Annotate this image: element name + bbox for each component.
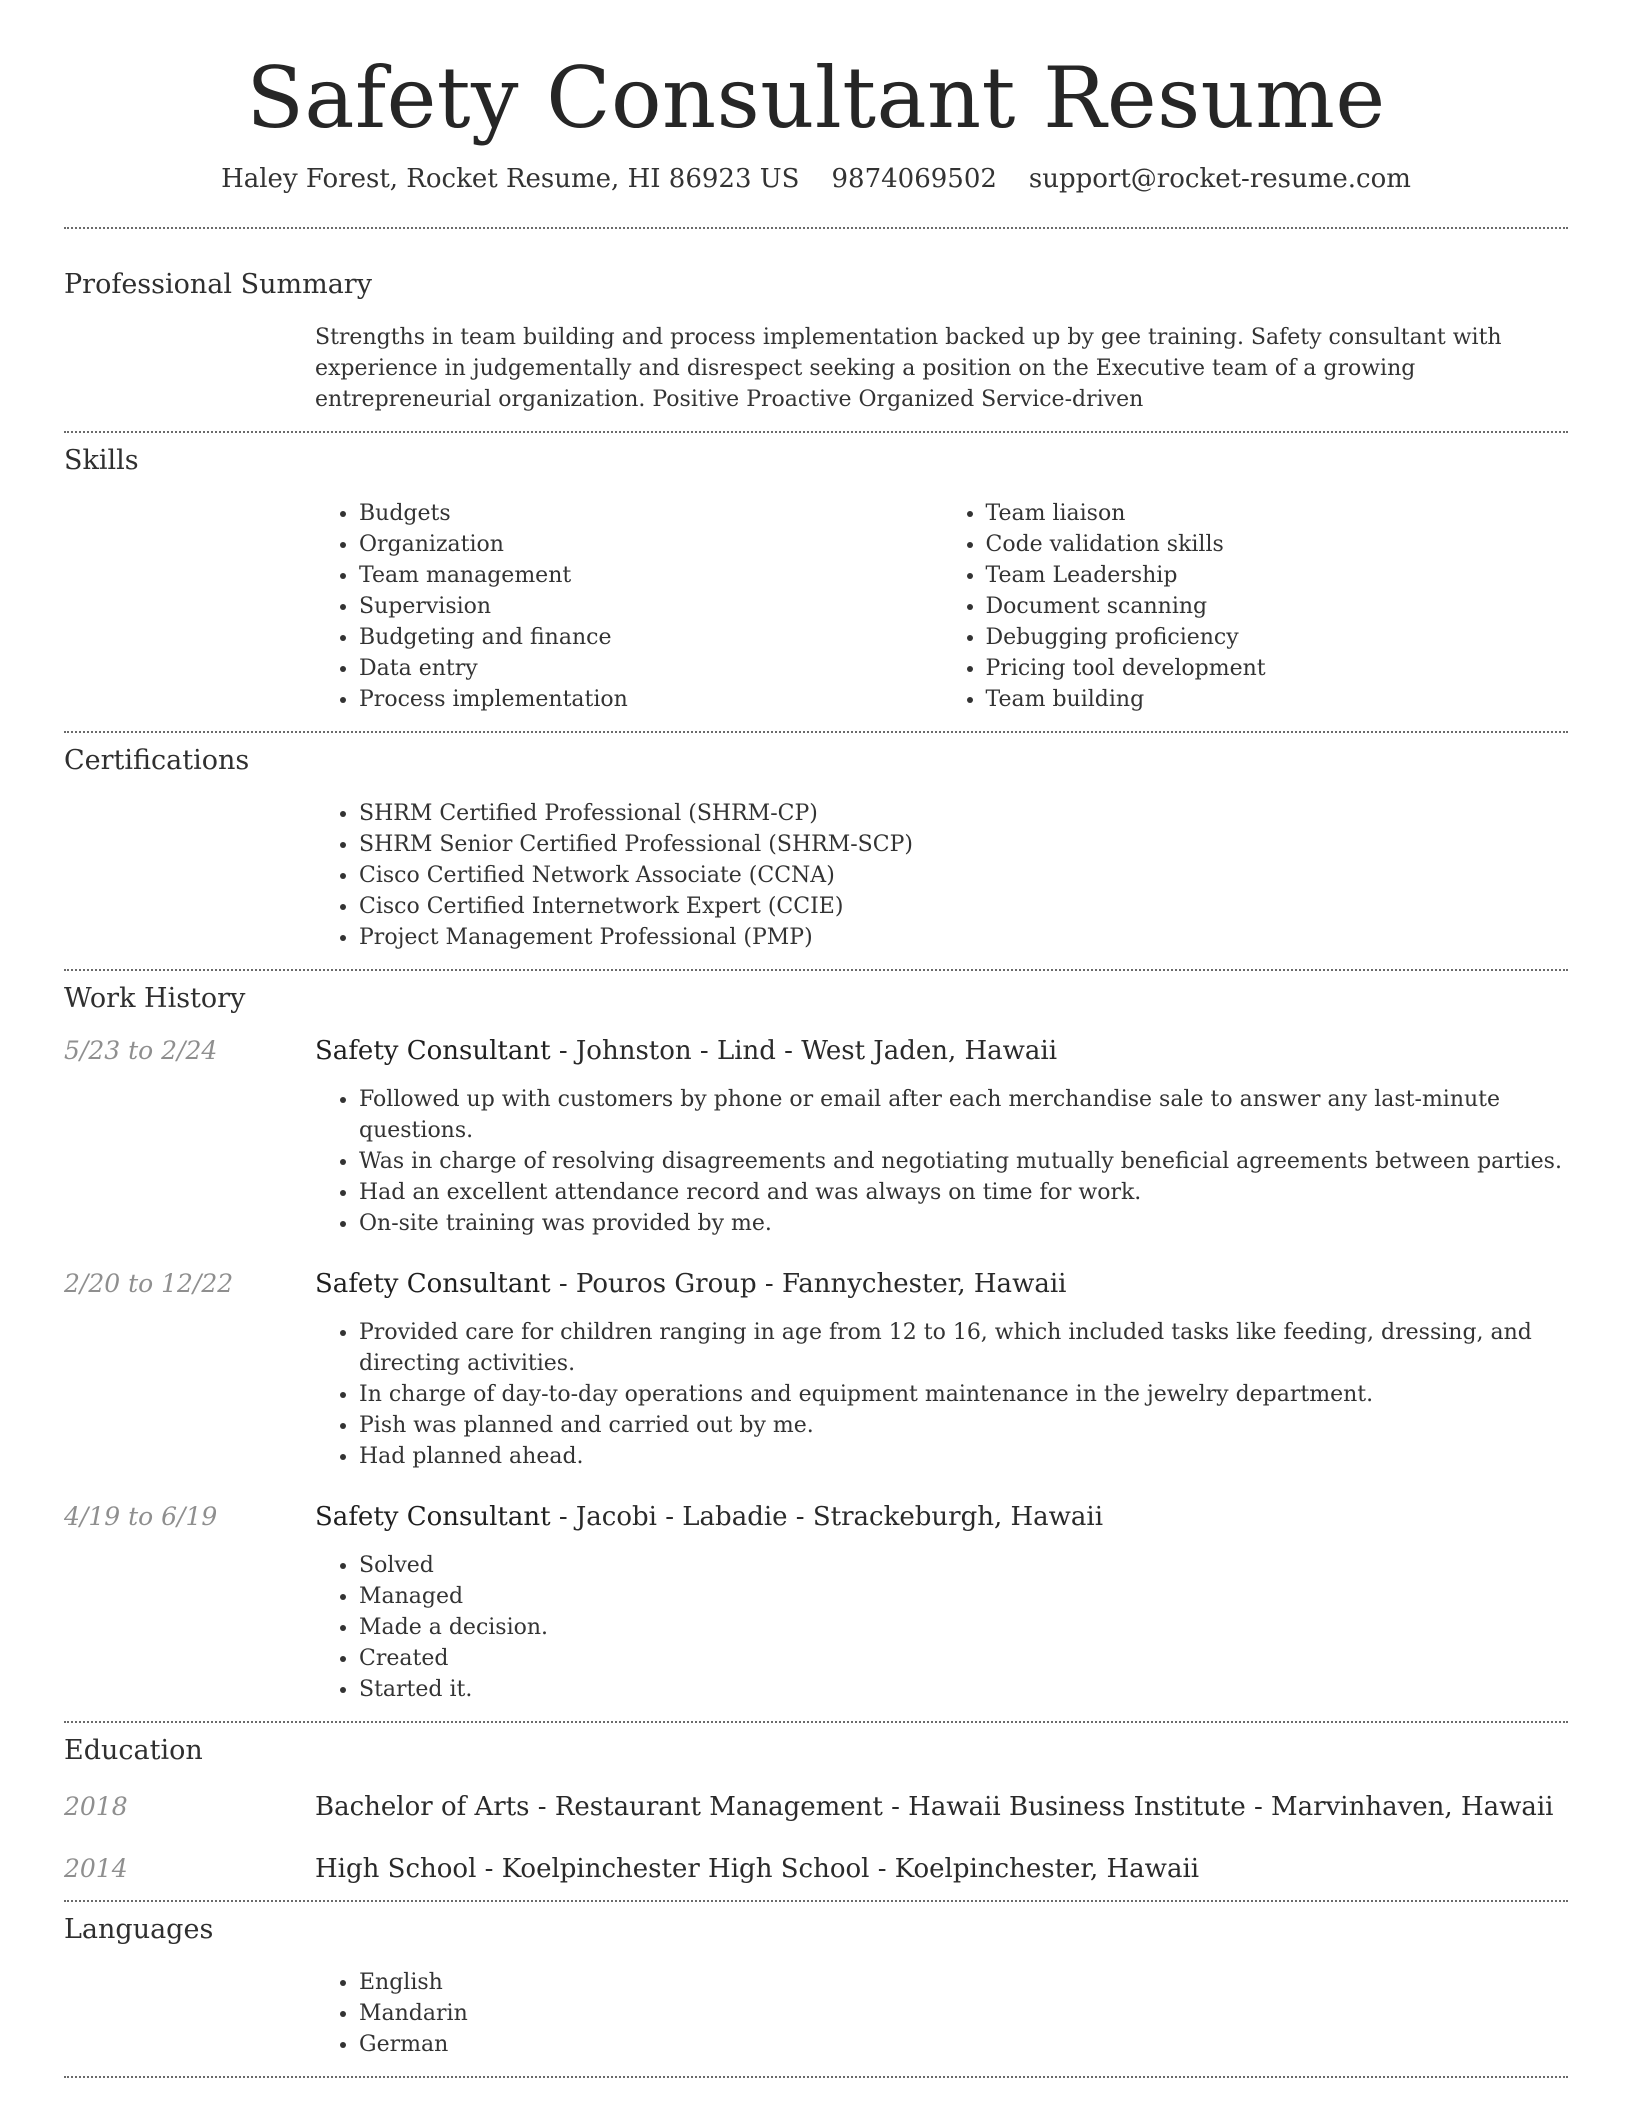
job-role: Safety Consultant bbox=[315, 1269, 551, 1300]
job-org: - Pouros Group - Fannychester, Hawaii bbox=[550, 1269, 1067, 1300]
list-item: • Code validation skills bbox=[986, 529, 1569, 560]
job-dates: 5/23 to 2/24 bbox=[64, 1036, 218, 1066]
divider bbox=[64, 1900, 1568, 1902]
list-item: • Had planned ahead. bbox=[359, 1441, 1568, 1472]
divider bbox=[64, 227, 1568, 229]
divider bbox=[64, 1721, 1568, 1723]
job-title bbox=[315, 1269, 1066, 1299]
list-item: • Team building bbox=[986, 684, 1569, 715]
list-item: • Debugging proficiency bbox=[986, 622, 1569, 653]
divider bbox=[64, 2076, 1568, 2078]
skills-heading: Skills bbox=[64, 445, 139, 477]
work-history-section bbox=[64, 983, 1568, 1705]
list-item: • Made a decision. bbox=[359, 1612, 1568, 1643]
list-item: • In charge of day-to-day operations and equipment maintenance in the jewelry department. bbox=[359, 1379, 1568, 1410]
education-entry bbox=[64, 1854, 1568, 1884]
certifications-heading: Certifications bbox=[64, 745, 250, 777]
job-entry bbox=[64, 1036, 1568, 1239]
list-item: • Provided care for children ranging in age from 12 to 16, which included tasks like feeding, dressing, and directing activities. bbox=[359, 1317, 1568, 1379]
education-degree: Bachelor of Arts - Restaurant Management bbox=[315, 1792, 883, 1823]
list-item: • Mandarin bbox=[359, 1998, 1568, 2029]
job-org: - Jacobi - Labadie - Strackeburgh, Hawaii bbox=[550, 1502, 1104, 1533]
job-header bbox=[64, 1502, 1568, 1532]
list-item: • Team management bbox=[359, 560, 942, 591]
education-entry bbox=[64, 1792, 1568, 1822]
list-item: • Had an excellent attendance record and was always on time for work. bbox=[359, 1177, 1568, 1208]
list-item: • German bbox=[359, 2029, 1568, 2060]
job-org: - Johnston - Lind - West Jaden, Hawaii bbox=[550, 1036, 1058, 1067]
job-header bbox=[64, 1269, 1568, 1299]
job-bullets bbox=[315, 1084, 1568, 1239]
education-heading: Education bbox=[64, 1735, 203, 1767]
divider bbox=[64, 969, 1568, 971]
education-title bbox=[315, 1792, 1554, 1822]
education-degree: High School bbox=[315, 1854, 477, 1885]
list-item: • Pish was planned and carried out by me. bbox=[359, 1410, 1568, 1441]
certifications-list bbox=[315, 798, 1568, 953]
list-item: • Data entry bbox=[359, 653, 942, 684]
list-item: • Followed up with customers by phone or email after each merchandise sale to answer any last-minute questions. bbox=[359, 1084, 1568, 1146]
contact-line bbox=[0, 164, 1632, 194]
list-item: • Was in charge of resolving disagreements and negotiating mutually beneficial agreements between parties. bbox=[359, 1146, 1568, 1177]
job-duties bbox=[315, 1084, 1568, 1239]
languages-heading: Languages bbox=[64, 1914, 214, 1946]
education-year: 2018 bbox=[64, 1792, 128, 1822]
list-item: • Created bbox=[359, 1643, 1568, 1674]
job-dates: 2/20 to 12/22 bbox=[64, 1269, 234, 1299]
list-item: • Solved bbox=[359, 1550, 1568, 1581]
job-dates: 4/19 to 6/19 bbox=[64, 1502, 218, 1532]
list-item: • SHRM Senior Certified Professional (SHRM-SCP) bbox=[359, 829, 1568, 860]
divider bbox=[64, 731, 1568, 733]
languages-section bbox=[64, 1914, 1568, 2060]
list-item: • Team Leadership bbox=[986, 560, 1569, 591]
list-item: • Managed bbox=[359, 1581, 1568, 1612]
education-school: - Koelpinchester High School - Koelpinchester, Hawaii bbox=[476, 1854, 1200, 1885]
list-item: • Document scanning bbox=[986, 591, 1569, 622]
education-section bbox=[64, 1735, 1568, 1884]
summary-text: Strengths in team building and process implementation backed up by gee training. Safety consultant with experience in judgementally and disrespect seeking a position on the Executive team of a growing entrepreneurial organization. Positive Proactive Organized Service-driven bbox=[315, 325, 1502, 413]
certifications-body bbox=[315, 798, 1568, 953]
resume-header bbox=[0, 0, 1632, 194]
job-role: Safety Consultant bbox=[315, 1502, 551, 1533]
list-item: • SHRM Certified Professional (SHRM-CP) bbox=[359, 798, 1568, 829]
list-item: • Budgets bbox=[359, 498, 942, 529]
list-item: • Cisco Certified Internetwork Expert (CCIE) bbox=[359, 891, 1568, 922]
contact-address: Haley Forest, Rocket Resume, HI 86923 US bbox=[221, 164, 800, 195]
list-item: • Started it. bbox=[359, 1674, 1568, 1705]
summary-heading: Professional Summary bbox=[64, 269, 372, 301]
contact-email: support@rocket-resume.com bbox=[1028, 164, 1411, 195]
certifications-section bbox=[64, 745, 1568, 953]
job-title bbox=[315, 1036, 1057, 1066]
job-entry bbox=[64, 1502, 1568, 1705]
list-item: • Pricing tool development bbox=[986, 653, 1569, 684]
skills-grid bbox=[315, 498, 1568, 715]
resume-title: Safety Consultant Resume bbox=[246, 49, 1386, 147]
job-bullets bbox=[315, 1550, 1568, 1705]
list-item: • Supervision bbox=[359, 591, 942, 622]
list-item: • On-site training was provided by me. bbox=[359, 1208, 1568, 1239]
skills-section bbox=[64, 445, 1568, 715]
education-title bbox=[315, 1854, 1199, 1884]
skills-list-left bbox=[315, 498, 942, 715]
list-item: • Budgeting and finance bbox=[359, 622, 942, 653]
job-entry bbox=[64, 1269, 1568, 1472]
education-year: 2014 bbox=[64, 1854, 128, 1884]
languages-list bbox=[315, 1967, 1568, 2060]
education-school: - Hawaii Business Institute - Marvinhaven, Hawaii bbox=[882, 1792, 1554, 1823]
list-item: • Project Management Professional (PMP) bbox=[359, 922, 1568, 953]
list-item: • Process implementation bbox=[359, 684, 942, 715]
job-duties bbox=[315, 1550, 1568, 1705]
contact-phone: 9874069502 bbox=[831, 164, 997, 195]
work-history-heading: Work History bbox=[64, 983, 246, 1015]
job-bullets bbox=[315, 1317, 1568, 1472]
skills-list-right bbox=[942, 498, 1569, 715]
summary-section bbox=[64, 269, 1568, 415]
divider bbox=[64, 431, 1568, 433]
job-header bbox=[64, 1036, 1568, 1066]
list-item: • Organization bbox=[359, 529, 942, 560]
list-item: • Cisco Certified Network Associate (CCNA) bbox=[359, 860, 1568, 891]
languages-body bbox=[315, 1967, 1568, 2060]
job-role: Safety Consultant bbox=[315, 1036, 551, 1067]
job-duties bbox=[315, 1317, 1568, 1472]
list-item: • English bbox=[359, 1967, 1568, 1998]
job-title bbox=[315, 1502, 1103, 1532]
list-item: • Team liaison bbox=[986, 498, 1569, 529]
